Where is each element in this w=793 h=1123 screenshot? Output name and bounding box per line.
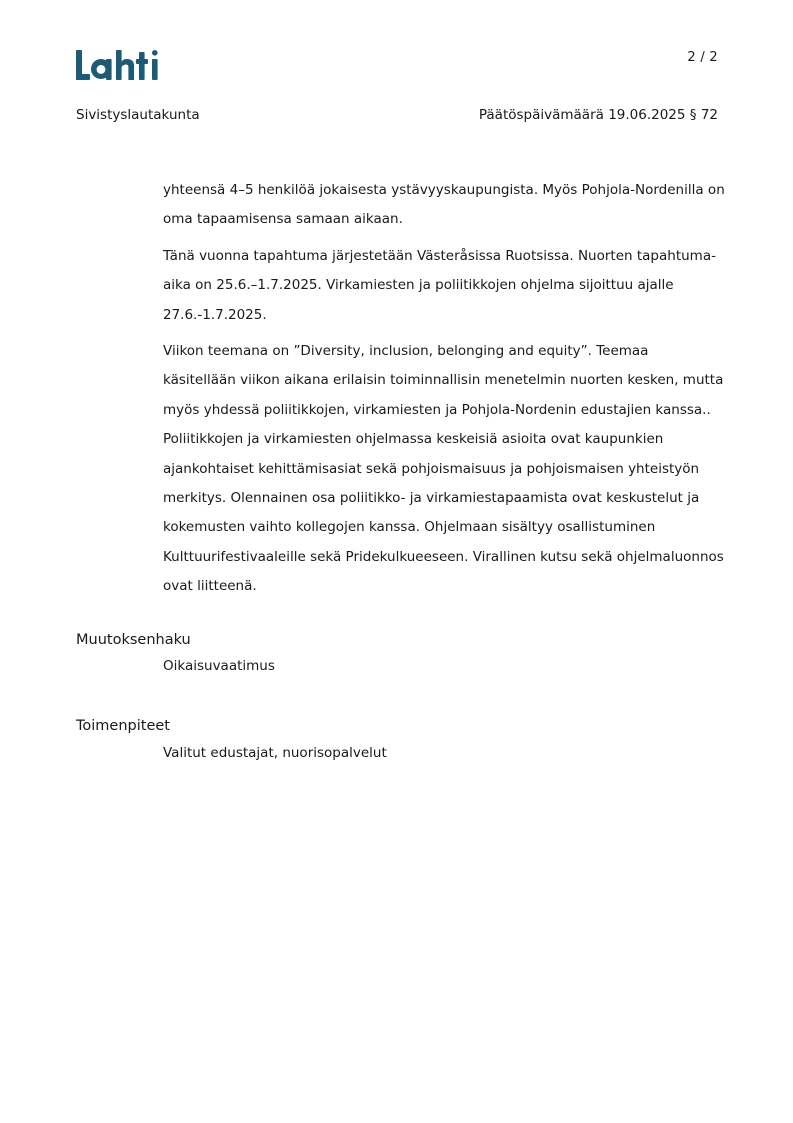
- lahti-logo-mark: [76, 48, 168, 82]
- appeal-value: Oikaisuvaatimus: [163, 658, 275, 674]
- body-text: [163, 176, 725, 609]
- page-number: 2 / 2: [687, 50, 718, 65]
- decision-date: Päätöspäivämäärä 19.06.2025 § 72: [478, 107, 718, 123]
- lahti-logo: [76, 48, 168, 82]
- actions-heading: Toimenpiteet: [76, 718, 170, 734]
- paragraph: yhteensä 4–5 henkilöä jokaisesta ystävyyskaupungista. Myös Pohjola-Nordenilla on oma tapaamisensa samaan aikaan.: [163, 182, 725, 228]
- actions-value: Valitut edustajat, nuorisopalvelut: [163, 745, 387, 761]
- paragraph: Viikon teemana on ”Diversity, inclusion, belonging and equity”. Teemaa käsitellään viikon aikana erilaisin toiminnallisin menetelmin nuorten kesken, mutta myös yhdessä poliitikkojen, virkamiesten ja Pohjola-Nordenin edustajien kanssa.. Poliitikkojen ja virkamiesten ohjelmassa keskeisiä asioita ovat kaupunkien ajankohtaiset kehittämisasiat sekä pohjoismaisuus ja pohjoismaisen yhteistyön merkitys. Olennainen osa poliitikko- ja virkamiestapaamista ovat keskustelut ja kokemusten vaihto kollegojen kanssa. Ohjelmaan sisältyy osallistuminen Kulttuurifestivaaleille sekä Pridekulkueeseen. Virallinen kutsu sekä ohjelmaluonnos ovat liitteenä.: [163, 343, 724, 595]
- paragraph: Tänä vuonna tapahtuma järjestetään Västeråsissa Ruotsissa. Nuorten tapahtuma-aika on 25.6.–1.7.2025. Virkamiesten ja poliitikkojen ohjelma sijoittuu ajalle 27.6.-1.7.2025.: [163, 247, 716, 323]
- organization-name: Sivistyslautakunta: [76, 107, 200, 123]
- appeal-heading: Muutoksenhaku: [76, 632, 191, 648]
